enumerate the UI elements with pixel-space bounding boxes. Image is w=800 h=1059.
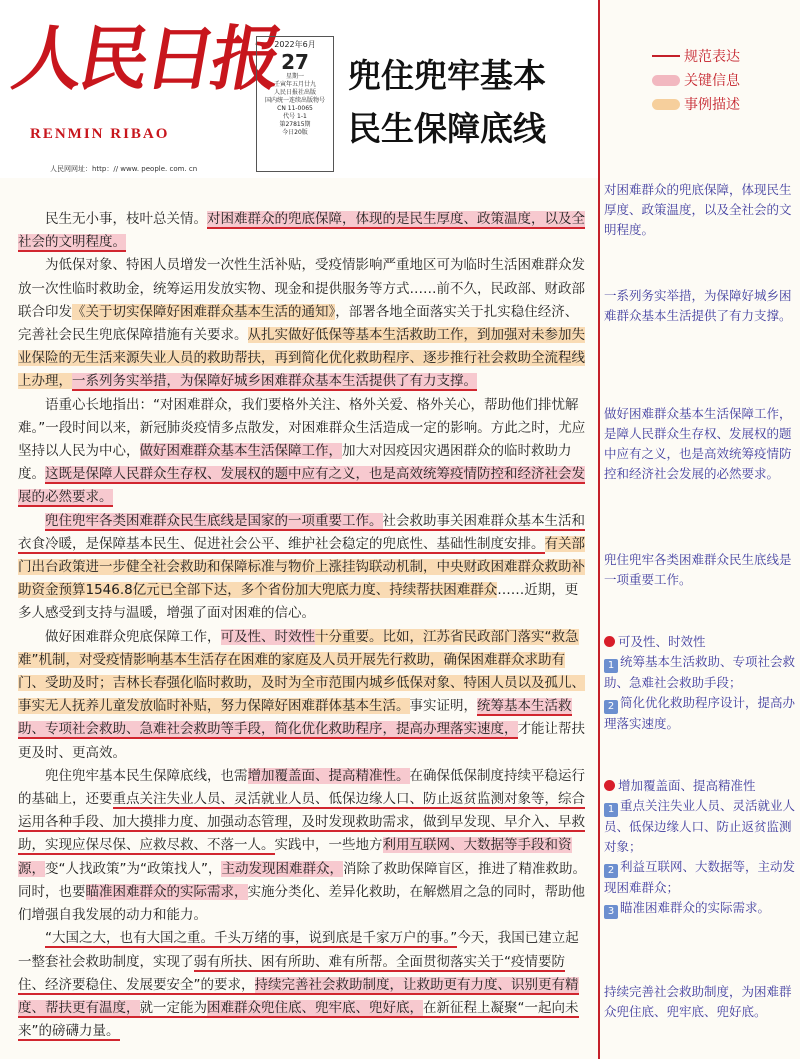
- red-dot-icon: [604, 780, 615, 791]
- text-run: 做好困难群众兜底保障工作，: [45, 628, 221, 645]
- marked-text: 持续完善社会救助制度，让救助更有力度、识别更有精度、帮扶更有温度，: [18, 976, 579, 1016]
- note-4: 兜住兜牢各类困难群众民生底线是一项重要工作。: [604, 552, 792, 587]
- masthead: [0, 0, 600, 178]
- weekday: 星期一: [285, 72, 304, 80]
- marked-text: “大国之大，也有大国之重。千头万绪的事，说到底是千家万户的事。”: [45, 930, 458, 947]
- marked-text: 弱有所扶、困有所助、难有所帮。: [193, 953, 396, 970]
- text-run: 加大对因疫因灾遇困群众的临时救助力度。: [18, 443, 572, 483]
- paragraph-3: [18, 394, 588, 510]
- date-day: 27: [281, 49, 309, 74]
- note-6: [604, 776, 796, 919]
- number-1-icon: 1: [604, 803, 618, 817]
- lunar-date: 壬寅年五月廿九: [273, 80, 316, 88]
- column-divider: [598, 0, 600, 1059]
- underline-marker: [652, 55, 680, 57]
- note-2: 一系列务实举措，为保障好城乡困难群众基本生活提供了有力支撑。: [604, 288, 792, 323]
- text-run: 变“人找政策”为“政策找人”，: [45, 860, 222, 877]
- number-2-icon: 2: [604, 864, 618, 878]
- website-line: 人民网网址：http：// www. people. com. cn: [50, 165, 198, 173]
- pink-marker: [652, 75, 680, 86]
- text-run: 实践中，一些地方: [274, 837, 383, 854]
- note-5: [604, 632, 796, 734]
- legend-standard: 规范表达: [652, 44, 740, 68]
- red-dot-icon: [604, 636, 615, 647]
- paragraph-1: [18, 208, 588, 254]
- note-1: 对困难群众的兜底保障，体现民生厚度、政策温度，以及全社会的文明程度。: [604, 182, 792, 237]
- date-year-month: 2022年6月: [274, 40, 316, 49]
- publisher: 人民日报社出版: [273, 88, 316, 96]
- date-box: [256, 36, 334, 172]
- note-6-item-1: 1 重点关注失业人员、灵活就业人员、低保边缘人口、防止返贫监测对象；: [604, 798, 796, 854]
- marked-text: 有关部门出台政策进一步健全社会救助和保障标准与物价上涨挂钩联动机制，中央财政困难群众救助补助资金预算1546.8亿元已全部下达，多个省份加大兜底力度、持续帮扶困难群众: [18, 535, 585, 599]
- marked-text: 就一定能为: [139, 999, 207, 1016]
- paragraph-2: [18, 254, 588, 393]
- page-count: 今日20版: [282, 129, 308, 137]
- issn-label: 国内统一连续出版物号: [264, 97, 325, 105]
- paragraph-5: [18, 626, 588, 765]
- orange-marker: [652, 99, 680, 110]
- marked-text: 重点关注失业人员、灵活就业人员、低保边缘人口、防止返贫监测对象等，综合运用各种手段、加大摸排力度、加强动态管理，及时发现救助需求，做到早发现、早介入、早救助，实现应保尽保、应救尽救、不落一人。: [18, 791, 585, 854]
- article-body: [18, 208, 588, 1043]
- headline-line-1: 兜住兜牢基本: [348, 56, 546, 95]
- number-1-icon: 1: [604, 659, 618, 673]
- marked-text: 统筹基本生活救助、专项社会救助、急难社会救助等手段，: [18, 698, 572, 738]
- note-6-title: 增加覆盖面、提高精准性: [604, 776, 796, 796]
- headline: [348, 50, 593, 156]
- marked-text: 社会救助事关困难群众基本生活和衣食冷暖，是保障基本民生、促进社会公平、维护社会稳定的兜底性、基础性制度安排。: [18, 512, 585, 552]
- marked-text: 简化优化救助程序，提高办理落实速度，: [274, 721, 518, 738]
- text-run: 消除了救助保障盲区，推进了精准救助。同时，也要: [18, 860, 586, 900]
- post-code: 代号 1-1: [283, 113, 307, 121]
- number-2-icon: 2: [604, 700, 618, 714]
- text-run: 在确保低保制度持续平稳运行的基础上，还要: [18, 767, 585, 808]
- headline-line-2: 民生保障底线: [348, 108, 546, 148]
- number-3-icon: 3: [604, 905, 618, 919]
- marked-text: 利用互联网、大数据等手段和资源，: [18, 837, 572, 877]
- marked-text: 困难群众兜住底、兜牢底、兜好底，: [207, 999, 423, 1016]
- marked-text: 《关于切实保障好困难群众基本生活的通知》: [72, 303, 336, 320]
- marked-text: 十分重要。比如，江苏省民政部门落实“救急难”机制，对受疫情影响基本生活存在困难的家庭及人员开展先行救助，确保困难群众求助有门、受助及时；吉林长春强化临时救助，及时为全市范围内城乡低保对象、特困人员以及孤儿、事实无人抚养儿童发放临时补贴，努力保障好困难群体基本生活。: [18, 628, 585, 715]
- newspaper-logo: 人民日报: [6, 17, 286, 100]
- legend-key-info: 关键信息: [652, 68, 740, 92]
- marked-text: 这既是保障人民群众生存权、发展权的题中应有之义，也是高效统筹疫情防控和经济社会发展的必然要求。: [18, 466, 585, 506]
- text-run: ……近期，更多人感受到支持与温暖，增强了面对困难的信心。: [18, 582, 579, 622]
- marked-text: 从扎实做好低保等基本生活救助工作，到加强对未参加失业保险的无生活来源失业人员的救助帮扶，再到简化优化救助程序、逐步推行社会救助全流程线上办理，: [18, 327, 585, 390]
- marked-text: 做好困难群众基本生活保障工作，: [139, 443, 342, 460]
- marked-text: 可及性、时效性: [220, 628, 315, 645]
- text-run: 民生无小事，枝叶总关情。: [45, 211, 207, 227]
- marked-text: 增加覆盖面、提高精准性。: [247, 767, 410, 784]
- legend-example: 事例描述: [652, 92, 740, 116]
- marked-text: 瞄准困难群众的实际需求，: [85, 883, 248, 900]
- marked-text: 兜住兜牢各类困难群众民生底线是国家的一项重要工作。: [45, 512, 383, 529]
- marked-text: 主动发现困难群众，: [221, 860, 343, 877]
- text-run: 事实证明，: [409, 698, 477, 715]
- paragraph-4: [18, 510, 588, 626]
- marked-text: 对困难群众的兜底保障，体现的是民生厚度、政策温度，以及全社会的文明程度。: [18, 211, 585, 251]
- paragraph-6: [18, 765, 588, 927]
- text-run: 语重心长地指出：“对困难群众，我们要格外关注、格外关爱、格外关心，帮助他们排忧解难。”一段时间以来，新冠肺炎疫情多点散发，对困难群众生活造成一定的影响。方此之时，尤应坚持以人民为中心，: [18, 396, 586, 460]
- text-run: 今天，我国已建立起一整套社会救助制度，实现了: [18, 930, 579, 970]
- cn-number: CN 11-0065: [277, 105, 313, 113]
- note-5-item-2: 2 简化优化救助程序设计，提高办理落实速度。: [604, 695, 796, 731]
- marked-text: 全面贯彻落实关于“疫情要防住、经济要稳住、发展要安全”的要求，: [18, 953, 565, 993]
- note-6-item-2: 2 利益互联网、大数据等，主动发现困难群众；: [604, 859, 796, 895]
- note-5-item-1: 1 统筹基本生活救助、专项社会救助、急难社会救助手段；: [604, 654, 796, 690]
- text-run: 实施分类化、差异化救助，在解燃眉之急的同时，帮助他们增强自我发展的动力和能力。: [18, 883, 585, 924]
- newspaper-logo-en: RENMIN RIBAO: [30, 126, 170, 142]
- text-run: 为低保对象、特困人员增发一次性生活补贴，受疫情影响严重地区可为临时生活困难群众发放一次性临时救助金，统筹运用发放实物、现金和提供服务等方式……前不久，民政部、财政部联合印发: [18, 257, 585, 320]
- note-5-title: 可及性、时效性: [604, 632, 796, 652]
- marked-text: 一系列务实举措，为保障好城乡困难群众基本生活提供了有力支撑。: [72, 373, 477, 390]
- text-run: 兜住兜牢基本民生保障底线，也需: [45, 767, 248, 784]
- note-7: 持续完善社会救助制度，为困难群众兜住底、兜牢底、兜好底。: [604, 984, 792, 1019]
- text-run: ，部署各地全面落实关于扎实稳住经济、完善社会民生兜底保障措施有关要求。: [18, 303, 579, 344]
- paragraph-7: [18, 927, 588, 1043]
- text-run: 才能让帮扶更及时、更高效。: [18, 721, 585, 761]
- note-6-item-3: 3 瞄准困难群众的实际需求。: [604, 898, 796, 919]
- note-3: 做好困难群众基本生活保障工作，是障人民群众生存权、发展权的题中应有之义，也是高效统筹疫情防控和经济社会发展的必然要求。: [604, 406, 792, 481]
- marked-text: 在新征程上凝聚“一起向未来”的磅礴力量。: [18, 999, 579, 1040]
- issue-number: 第27815期: [279, 121, 311, 129]
- legend: [652, 44, 740, 116]
